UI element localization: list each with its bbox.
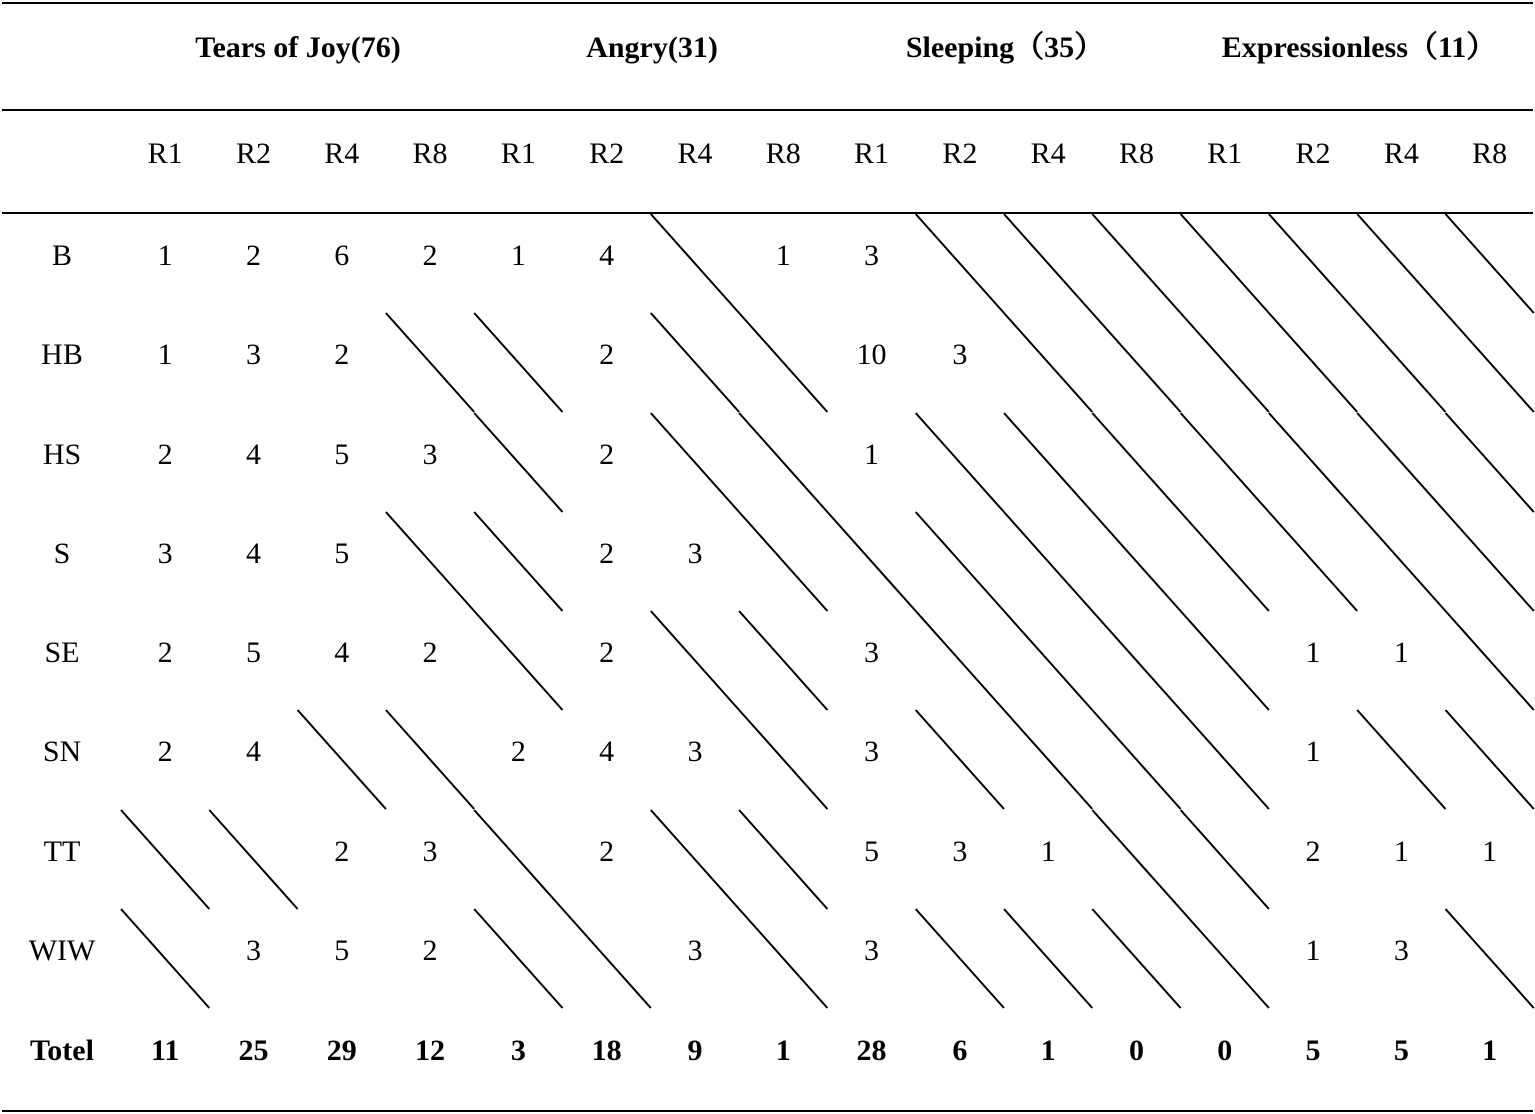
table-cell: 1 — [1040, 835, 1056, 868]
empty-cell-slash — [1446, 413, 1534, 512]
table-cell: 1 — [157, 338, 173, 371]
table-cell: 4 — [599, 239, 615, 272]
subcolumn-header: R2 — [1295, 137, 1331, 170]
empty-cell-slash — [386, 710, 474, 809]
table-cell: 2 — [245, 239, 261, 272]
total-cell: 18 — [591, 1034, 622, 1067]
table-cell: 1 — [1482, 835, 1498, 868]
table-cell: 3 — [422, 438, 438, 471]
empty-cell-slash — [386, 512, 474, 611]
table-cell: 3 — [422, 835, 438, 868]
table-cell: 2 — [157, 636, 173, 669]
subcolumn-header: R4 — [1383, 137, 1419, 170]
total-cell: 28 — [856, 1034, 887, 1067]
empty-cell-slash — [1092, 313, 1180, 412]
table-cell: 2 — [422, 636, 438, 669]
empty-cell-slash — [1181, 214, 1269, 313]
table-cell: 2 — [157, 735, 173, 768]
empty-cell-slash — [1446, 512, 1534, 611]
empty-cell-slash — [1446, 710, 1534, 809]
empty-cell-slash — [1092, 413, 1180, 512]
table-cell: 5 — [864, 835, 880, 868]
table-cell: 1 — [1393, 835, 1409, 868]
empty-cell-slash — [1181, 909, 1269, 1008]
table-cell: 2 — [599, 835, 615, 868]
table-cell: 3 — [687, 537, 703, 570]
subcolumn-header: R2 — [589, 137, 625, 170]
empty-cell-slash — [651, 611, 739, 710]
total-cell: 6 — [952, 1034, 968, 1067]
empty-cell-slash — [1269, 214, 1357, 313]
table-cell: 6 — [334, 239, 350, 272]
total-cell: 3 — [510, 1034, 526, 1067]
empty-cell-slash — [827, 512, 915, 611]
empty-cell-slash — [739, 413, 827, 512]
empty-cell-slash — [1446, 214, 1534, 313]
empty-cell-slash — [474, 611, 562, 710]
table-cell: 2 — [422, 934, 438, 967]
total-row-label: Totel — [30, 1034, 94, 1067]
subcolumn-header: R4 — [1030, 137, 1066, 170]
total-cell: 29 — [326, 1034, 357, 1067]
subcolumn-header: R8 — [765, 137, 801, 170]
empty-cell-slash — [1004, 214, 1092, 313]
table-cell: 3 — [245, 934, 261, 967]
table-cell: 3 — [864, 239, 880, 272]
table-cell: 4 — [245, 735, 261, 768]
empty-cell-slash — [386, 313, 474, 412]
row-label: SE — [44, 636, 80, 669]
total-cell: 0 — [1128, 1034, 1144, 1067]
empty-cell-slash — [1092, 611, 1180, 710]
table-cell: 3 — [157, 537, 173, 570]
empty-cell-slash — [121, 909, 209, 1008]
empty-cell-slash — [739, 313, 827, 412]
empty-cell-slash — [1004, 909, 1092, 1008]
table-cell: 1 — [1305, 636, 1321, 669]
empty-cell-slash — [1004, 512, 1092, 611]
table-cell: 3 — [687, 735, 703, 768]
group-header-tears-of-joy: Tears of Joy(76) — [195, 31, 401, 64]
empty-cell-slash — [1092, 810, 1180, 909]
empty-cell-slash — [474, 512, 562, 611]
total-cell: 5 — [1393, 1034, 1409, 1067]
total-cell: 11 — [150, 1034, 180, 1067]
table-cell: 2 — [510, 735, 526, 768]
table-cell: 2 — [599, 636, 615, 669]
total-cell: 0 — [1217, 1034, 1233, 1067]
table-cell: 4 — [245, 537, 261, 570]
empty-cell-slash — [474, 313, 562, 412]
table-cell: 3 — [864, 934, 880, 967]
total-cell: 5 — [1305, 1034, 1321, 1067]
subcolumn-header: R8 — [412, 137, 448, 170]
table-cell: 3 — [687, 934, 703, 967]
empty-cell-slash — [651, 313, 739, 412]
table-cell: 3 — [864, 735, 880, 768]
table-cell: 1 — [1305, 735, 1321, 768]
empty-cell-slash — [651, 413, 739, 512]
total-cell: 25 — [238, 1034, 269, 1067]
row-label: S — [53, 537, 71, 570]
empty-cell-slash — [1357, 214, 1445, 313]
empty-cell-slash — [563, 909, 651, 1008]
subcolumn-header: R4 — [324, 137, 360, 170]
table-cell: 3 — [864, 636, 880, 669]
total-cell: 12 — [415, 1034, 446, 1067]
empty-cell-slash — [651, 214, 739, 313]
table-cell: 3 — [245, 338, 261, 371]
empty-cell-slash — [916, 512, 1004, 611]
table-cell: 5 — [334, 934, 350, 967]
table-cell: 2 — [422, 239, 438, 272]
empty-cell-slash — [474, 909, 562, 1008]
table-cell: 10 — [856, 338, 887, 371]
table-cell: 2 — [599, 338, 615, 371]
empty-cell-slash — [1446, 611, 1534, 710]
empty-cell-slash — [739, 810, 827, 909]
empty-cell-slash — [1446, 909, 1534, 1008]
empty-cell-slash — [739, 611, 827, 710]
table-cell: 1 — [157, 239, 173, 272]
table-cell: 1 — [775, 239, 791, 272]
table-cell: 2 — [334, 835, 350, 868]
row-label: HS — [42, 438, 82, 471]
empty-cell-slash — [916, 214, 1004, 313]
row-label: TT — [43, 835, 81, 868]
empty-cell-slash — [1092, 512, 1180, 611]
row-label: WIW — [28, 934, 96, 967]
empty-cell-slash — [1181, 313, 1269, 412]
table-cell: 4 — [334, 636, 350, 669]
empty-cell-slash — [916, 909, 1004, 1008]
empty-cell-slash — [1092, 909, 1180, 1008]
empty-cell-slash — [1357, 512, 1445, 611]
empty-cell-slash — [1004, 313, 1092, 412]
table-cell: 3 — [952, 835, 968, 868]
subcolumn-header: R1 — [1207, 137, 1243, 170]
empty-cell-slash — [1446, 313, 1534, 412]
empty-cell-slash — [916, 413, 1004, 512]
empty-cell-slash — [739, 512, 827, 611]
table-cell: 1 — [1305, 934, 1321, 967]
subcolumn-header: R1 — [500, 137, 536, 170]
empty-cell-slash — [1181, 710, 1269, 809]
table-cell: 3 — [952, 338, 968, 371]
table-cell: 2 — [599, 537, 615, 570]
empty-cell-slash — [1181, 810, 1269, 909]
row-label: HB — [41, 338, 83, 371]
empty-cell-slash — [1269, 512, 1357, 611]
table-cell: 5 — [334, 438, 350, 471]
group-header-expressionless: Expressionless（11） — [1221, 31, 1497, 64]
empty-cell-slash — [1004, 611, 1092, 710]
empty-cell-slash — [1004, 413, 1092, 512]
subcolumn-header: R8 — [1118, 137, 1154, 170]
empty-cell-slash — [916, 611, 1004, 710]
group-header-sleeping: Sleeping（35） — [905, 31, 1105, 64]
empty-cell-slash — [474, 810, 562, 909]
subcolumn-header: R4 — [677, 137, 713, 170]
row-label: B — [51, 239, 72, 272]
empty-cell-slash — [1357, 413, 1445, 512]
table-cell: 2 — [157, 438, 173, 471]
empty-cell-slash — [739, 710, 827, 809]
table-cell: 3 — [1393, 934, 1409, 967]
empty-cell-slash — [739, 909, 827, 1008]
table-cell: 5 — [334, 537, 350, 570]
total-cell: 1 — [1040, 1034, 1056, 1067]
empty-cell-slash — [298, 710, 386, 809]
table-cell: 1 — [1393, 636, 1409, 669]
subcolumn-header: R2 — [235, 137, 271, 170]
row-label: SN — [42, 735, 82, 768]
table-cell: 4 — [245, 438, 261, 471]
empty-cell-slash — [1181, 413, 1269, 512]
total-cell: 9 — [687, 1034, 703, 1067]
total-cell: 1 — [775, 1034, 791, 1067]
empty-cell-slash — [121, 810, 209, 909]
table-cell: 4 — [599, 735, 615, 768]
empty-cell-slash — [1092, 214, 1180, 313]
subcolumn-header: R2 — [942, 137, 978, 170]
empty-cell-slash — [1357, 313, 1445, 412]
table-cell: 2 — [599, 438, 615, 471]
empty-cell-slash — [1269, 313, 1357, 412]
subcolumn-header: R8 — [1472, 137, 1508, 170]
table-cell: 1 — [864, 438, 880, 471]
table-cell: 2 — [1305, 835, 1321, 868]
empty-cell-slash — [209, 810, 297, 909]
table-cell: 5 — [245, 636, 261, 669]
empty-cell-slash — [1357, 710, 1445, 809]
table-cell: 2 — [334, 338, 350, 371]
empty-cell-slash — [1181, 512, 1269, 611]
empty-cell-slash — [1269, 413, 1357, 512]
subcolumn-header: R1 — [854, 137, 890, 170]
total-cell: 1 — [1482, 1034, 1498, 1067]
empty-cell-slash — [651, 810, 739, 909]
empty-cell-slash — [916, 710, 1004, 809]
empty-cell-slash — [474, 413, 562, 512]
table-cell: 1 — [510, 239, 526, 272]
subcolumn-header: R1 — [147, 137, 183, 170]
empty-cell-slash — [1004, 710, 1092, 809]
group-header-angry: Angry(31) — [586, 31, 718, 64]
empty-cell-slash — [1181, 611, 1269, 710]
empty-cell-slash — [1092, 710, 1180, 809]
